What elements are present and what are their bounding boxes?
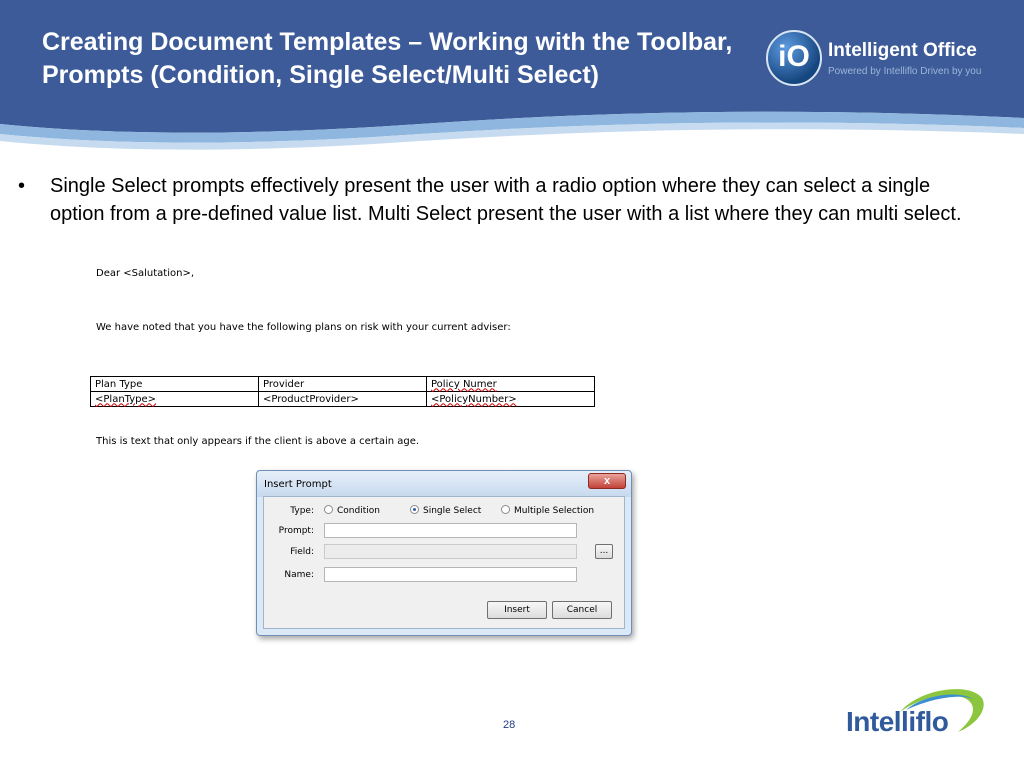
slide-title: Creating Document Templates – Working with the Toolbar, Prompts (Condition, Single Select/Multi Select) xyxy=(42,28,733,89)
radio-icon xyxy=(324,505,333,514)
insert-prompt-dialog xyxy=(256,470,632,636)
insert-button[interactable]: Insert xyxy=(487,601,547,619)
table-row xyxy=(91,392,595,407)
dialog-titlebar[interactable] xyxy=(257,471,631,497)
intelliflo-wordmark: Intelliflo xyxy=(846,706,949,737)
radio-condition[interactable] xyxy=(324,506,380,516)
intelligent-office-logo xyxy=(766,30,1006,90)
prompt-label: Prompt: xyxy=(278,526,314,536)
table-cell: <ProductProvider> xyxy=(259,392,427,407)
logo-name: Intelligent Office xyxy=(828,40,977,61)
field-label: Field: xyxy=(290,547,314,557)
table-header-cell: Policy Numer xyxy=(427,377,595,392)
dialog-title: Insert Prompt xyxy=(264,479,332,490)
radio-label: Condition xyxy=(337,506,380,516)
prompt-input[interactable] xyxy=(324,523,577,538)
logo-tagline: Powered by Intelliflo Driven by you xyxy=(828,66,982,77)
close-button[interactable]: x xyxy=(588,473,626,489)
table-cell: <PolicyNumber> xyxy=(427,392,595,407)
doc-conditional-text: This is text that only appears if the client is above a certain age. xyxy=(96,436,420,447)
table-header-cell: Provider xyxy=(259,377,427,392)
doc-greeting: Dear <Salutation>, xyxy=(96,268,195,279)
cancel-button[interactable]: Cancel xyxy=(552,601,612,619)
table-cell: <PlanType> xyxy=(91,392,259,407)
radio-selected-icon xyxy=(410,505,419,514)
radio-icon xyxy=(501,505,510,514)
io-logo-icon: iO xyxy=(766,30,822,86)
page-number: 28 xyxy=(503,719,516,731)
intelliflo-logo xyxy=(840,684,990,744)
radio-label: Single Select xyxy=(423,506,482,516)
radio-single-select[interactable] xyxy=(410,506,481,516)
table-header-cell: Plan Type xyxy=(91,377,259,392)
table-header-row xyxy=(91,377,595,392)
name-input[interactable] xyxy=(324,567,577,582)
header-band xyxy=(0,0,1024,160)
type-label: Type: xyxy=(290,506,314,516)
doc-intro-text: We have noted that you have the following plans on risk with your current adviser: xyxy=(96,322,511,333)
field-input[interactable] xyxy=(324,544,577,559)
bullet-marker: • xyxy=(18,175,26,197)
name-label: Name: xyxy=(284,570,314,580)
radio-label: Multiple Selection xyxy=(514,506,595,516)
plans-table xyxy=(90,376,595,407)
radio-multiple-selection[interactable] xyxy=(501,506,594,516)
bullet-text: Single Select prompts effectively present the user with a radio option where they can select a single option from a pre-defined value list. Multi Select present the user with a list where they can multi select. xyxy=(50,175,962,225)
dialog-body xyxy=(263,496,625,629)
browse-field-button[interactable]: ... xyxy=(595,544,613,559)
